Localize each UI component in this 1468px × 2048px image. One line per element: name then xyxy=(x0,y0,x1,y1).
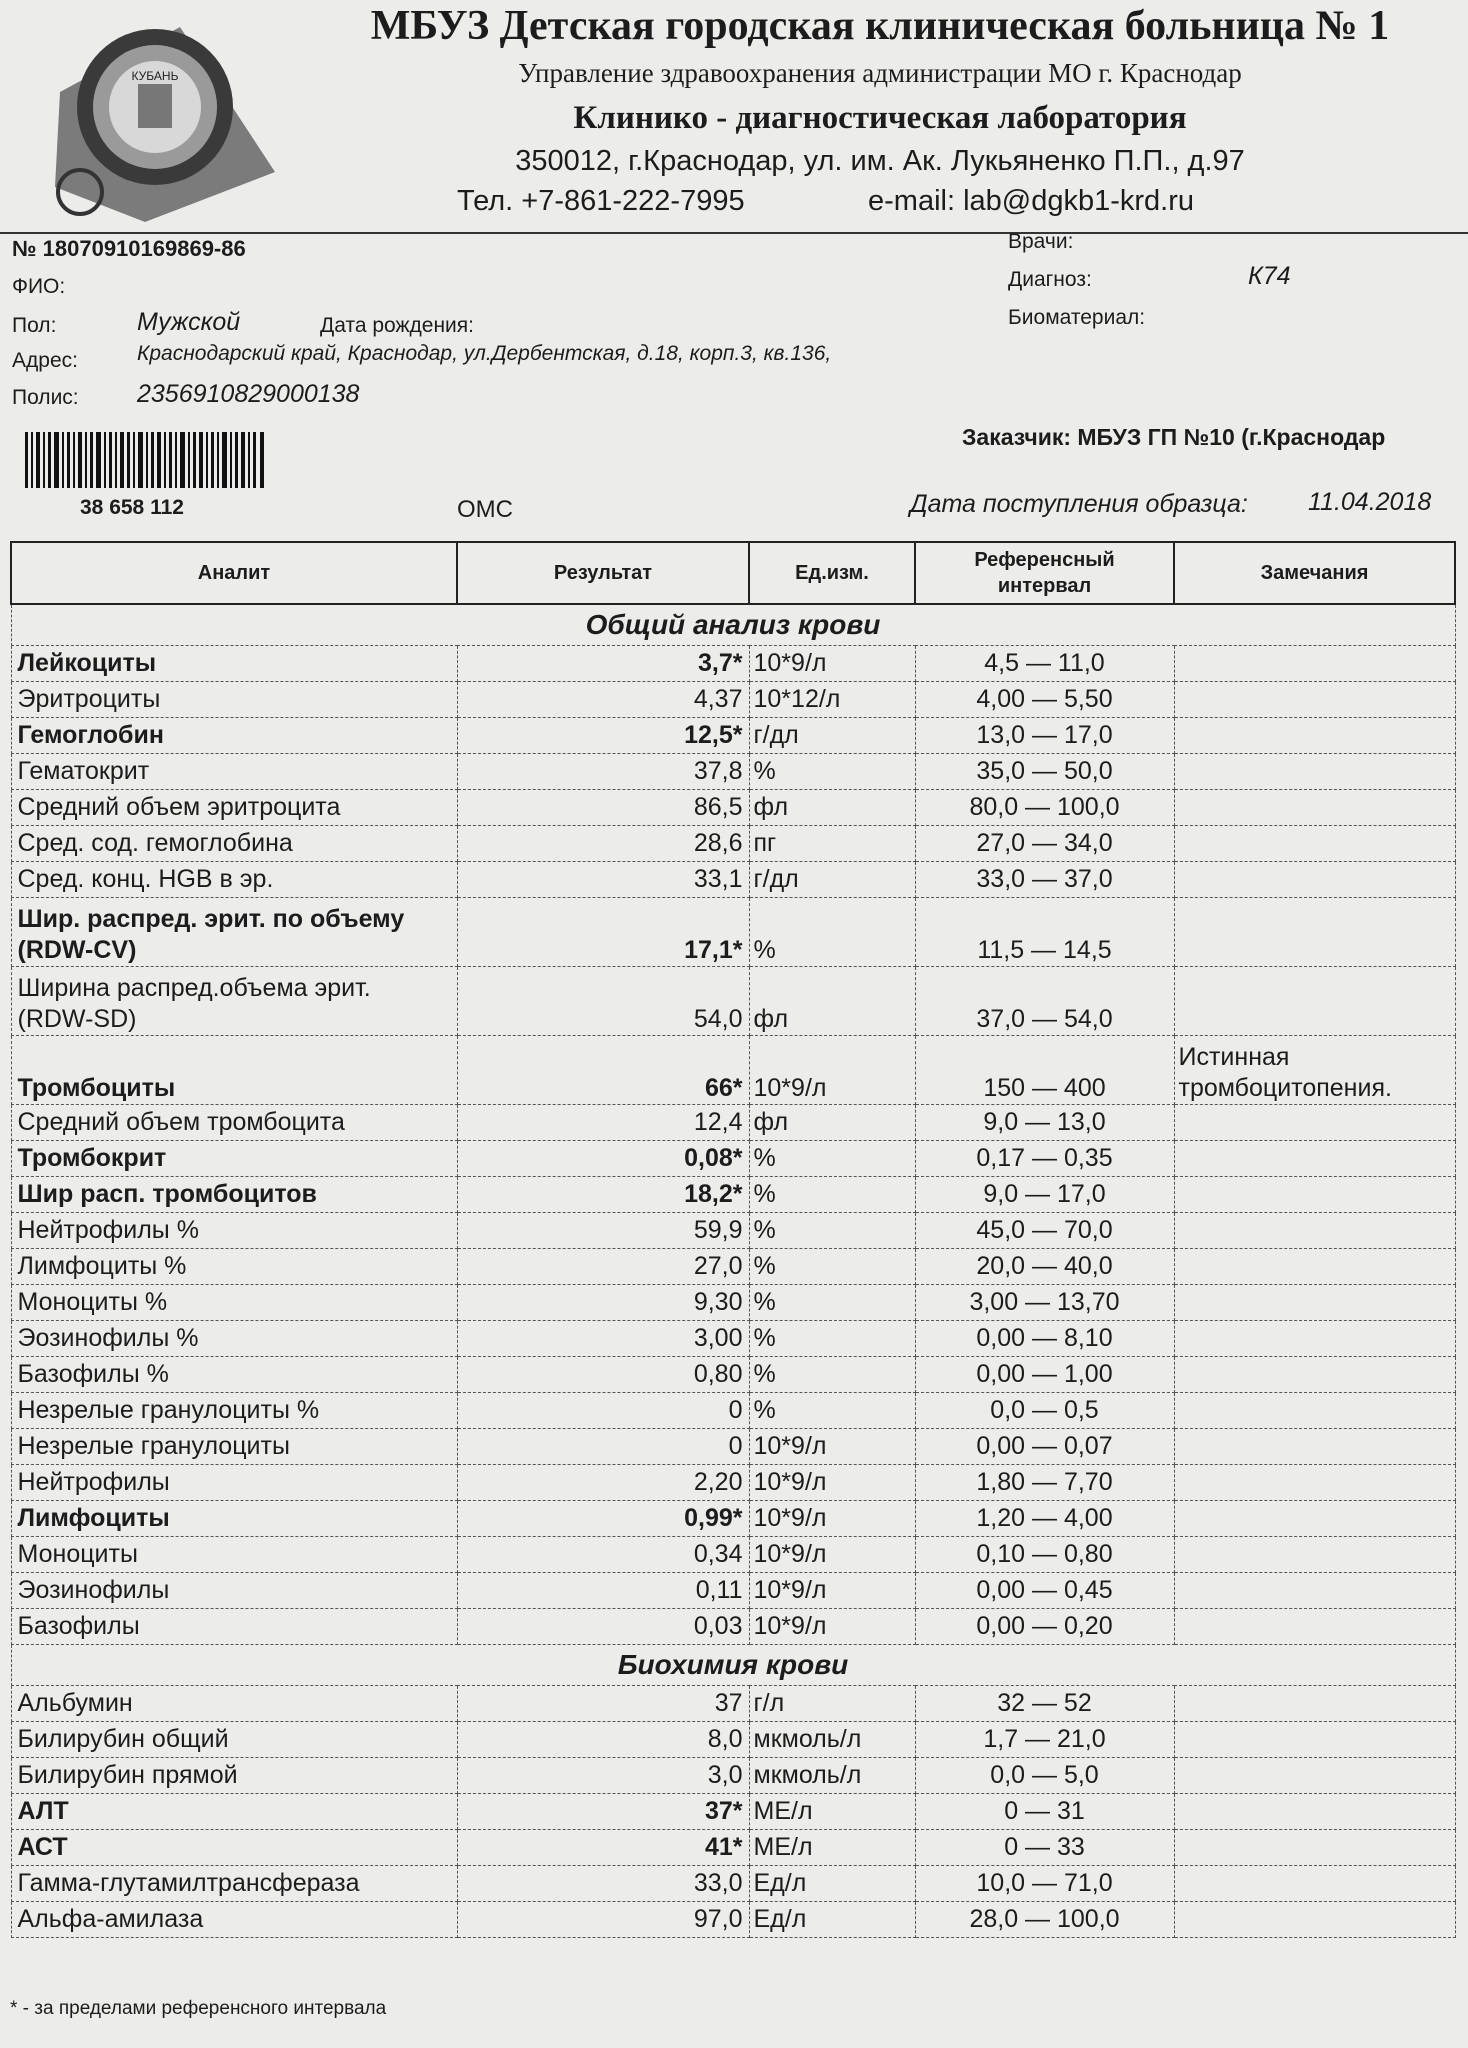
table-row xyxy=(11,862,1455,898)
unit-cell: Ед/л xyxy=(749,1866,915,1902)
remarks-cell xyxy=(1174,1105,1455,1141)
unit-cell: 10*9/л xyxy=(749,1573,915,1609)
biomaterial-label: Биоматериал: xyxy=(1008,306,1146,329)
remarks-cell xyxy=(1174,1213,1455,1249)
hospital-title: МБУЗ Детская городская клиническая больница № 1 xyxy=(370,3,1390,49)
sex-label: Пол: xyxy=(12,314,57,337)
unit-cell: % xyxy=(749,1393,915,1429)
lab-address: 350012, г.Краснодар, ул. им. Ак. Лукьяненко П.П., д.97 xyxy=(515,145,1245,177)
unit-cell: Ед/л xyxy=(749,1902,915,1938)
reference-cell: 0,00 — 1,00 xyxy=(915,1357,1174,1393)
table-row xyxy=(11,1722,1455,1758)
barcode xyxy=(25,432,265,488)
reference-cell: 0,0 — 5,0 xyxy=(915,1758,1174,1794)
remarks-cell xyxy=(1174,826,1455,862)
result-cell: 37,8 xyxy=(457,754,749,790)
analyte-cell: Лейкоциты xyxy=(11,646,457,682)
unit-cell: мкмоль/л xyxy=(749,1722,915,1758)
remarks-cell: Истинная тромбоцитопения. xyxy=(1174,1036,1455,1105)
reference-cell: 9,0 — 17,0 xyxy=(915,1177,1174,1213)
diagnosis-label: Диагноз: xyxy=(1008,268,1092,291)
unit-cell: % xyxy=(749,1213,915,1249)
analyte-cell: Билирубин прямой xyxy=(11,1758,457,1794)
analyte-cell: Нейтрофилы xyxy=(11,1465,457,1501)
table-row xyxy=(11,1321,1455,1357)
result-cell: 97,0 xyxy=(457,1902,749,1938)
reference-cell: 10,0 — 71,0 xyxy=(915,1866,1174,1902)
result-cell: 66* xyxy=(457,1036,749,1105)
remarks-cell xyxy=(1174,862,1455,898)
table-row xyxy=(11,790,1455,826)
analyte-cell: Шир расп. тромбоцитов xyxy=(11,1177,457,1213)
analyte-cell: Моноциты % xyxy=(11,1285,457,1321)
analyte-cell: Лимфоциты xyxy=(11,1501,457,1537)
reference-cell: 0 — 31 xyxy=(915,1794,1174,1830)
result-cell: 37 xyxy=(457,1686,749,1722)
result-cell: 0,34 xyxy=(457,1537,749,1573)
reference-cell: 0,00 — 8,10 xyxy=(915,1321,1174,1357)
result-cell: 41* xyxy=(457,1830,749,1866)
result-cell: 3,0 xyxy=(457,1758,749,1794)
section-title: Общий анализ крови xyxy=(11,604,1455,646)
remarks-cell xyxy=(1174,1285,1455,1321)
sex-value: Мужской xyxy=(137,308,241,336)
remarks-cell xyxy=(1174,1902,1455,1938)
result-cell: 59,9 xyxy=(457,1213,749,1249)
analyte-cell: Эритроциты xyxy=(11,682,457,718)
remarks-cell xyxy=(1174,1866,1455,1902)
address-value: Краснодарский край, Краснодар, ул.Дербентская, д.18, корп.3, кв.136, xyxy=(137,342,832,365)
reference-cell: 27,0 — 34,0 xyxy=(915,826,1174,862)
analyte-cell: Гемоглобин xyxy=(11,718,457,754)
health-department: Управление здравоохранения администрации МО г. Краснодар xyxy=(518,58,1242,88)
reference-cell: 0,17 — 0,35 xyxy=(915,1141,1174,1177)
address-label: Адрес: xyxy=(12,349,78,372)
policy-label: Полис: xyxy=(12,386,79,409)
analyte-cell: Моноциты xyxy=(11,1537,457,1573)
reference-cell: 32 — 52 xyxy=(915,1686,1174,1722)
remarks-cell xyxy=(1174,967,1455,1036)
reference-cell: 0 — 33 xyxy=(915,1830,1174,1866)
table-row xyxy=(11,682,1455,718)
result-cell: 2,20 xyxy=(457,1465,749,1501)
remarks-cell xyxy=(1174,1722,1455,1758)
table-row xyxy=(11,1573,1455,1609)
reference-cell: 0,00 — 0,07 xyxy=(915,1429,1174,1465)
reference-cell: 37,0 — 54,0 xyxy=(915,967,1174,1036)
unit-cell: МЕ/л xyxy=(749,1794,915,1830)
table-row xyxy=(11,1393,1455,1429)
remarks-cell xyxy=(1174,790,1455,826)
analyte-cell: АЛТ xyxy=(11,1794,457,1830)
header-divider xyxy=(0,232,1468,234)
analyte-cell: Альбумин xyxy=(11,1686,457,1722)
table-row xyxy=(11,718,1455,754)
table-row xyxy=(11,1537,1455,1573)
remarks-cell xyxy=(1174,1141,1455,1177)
result-cell: 33,1 xyxy=(457,862,749,898)
reference-cell: 150 — 400 xyxy=(915,1036,1174,1105)
reference-cell: 0,00 — 0,20 xyxy=(915,1609,1174,1645)
doctors-label: Врачи: xyxy=(1008,230,1074,253)
result-cell: 0,11 xyxy=(457,1573,749,1609)
table-row xyxy=(11,1830,1455,1866)
result-cell: 54,0 xyxy=(457,967,749,1036)
analyte-cell: Нейтрофилы % xyxy=(11,1213,457,1249)
table-row xyxy=(11,1465,1455,1501)
remarks-cell xyxy=(1174,1830,1455,1866)
header-result: Результат xyxy=(457,542,749,604)
result-cell: 0,03 xyxy=(457,1609,749,1645)
result-cell: 12,4 xyxy=(457,1105,749,1141)
policy-value: 2356910829000138 xyxy=(137,380,360,408)
analyte-cell: Сред. сод. гемоглобина xyxy=(11,826,457,862)
remarks-cell xyxy=(1174,1501,1455,1537)
result-cell: 86,5 xyxy=(457,790,749,826)
unit-cell: % xyxy=(749,1357,915,1393)
remarks-cell xyxy=(1174,1429,1455,1465)
unit-cell: 10*9/л xyxy=(749,1501,915,1537)
table-row xyxy=(11,1866,1455,1902)
unit-cell: % xyxy=(749,1249,915,1285)
analyte-cell: Гамма-глутамилтрансфераза xyxy=(11,1866,457,1902)
section-row xyxy=(11,604,1455,646)
remarks-cell xyxy=(1174,1609,1455,1645)
section-row xyxy=(11,1645,1455,1686)
table-row xyxy=(11,1686,1455,1722)
unit-cell: фл xyxy=(749,967,915,1036)
hospital-logo xyxy=(50,22,280,227)
diagnosis-value: К74 xyxy=(1248,262,1291,290)
reference-cell: 4,00 — 5,50 xyxy=(915,682,1174,718)
table-row xyxy=(11,1105,1455,1141)
reference-cell: 4,5 — 11,0 xyxy=(915,646,1174,682)
header-analyte: Аналит xyxy=(11,542,457,604)
remarks-cell xyxy=(1174,682,1455,718)
reference-cell: 0,10 — 0,80 xyxy=(915,1537,1174,1573)
reference-cell: 1,20 — 4,00 xyxy=(915,1501,1174,1537)
result-cell: 0 xyxy=(457,1429,749,1465)
analyte-cell: Незрелые гранулоциты % xyxy=(11,1393,457,1429)
reference-cell: 9,0 — 13,0 xyxy=(915,1105,1174,1141)
analyte-cell: АСТ xyxy=(11,1830,457,1866)
result-cell: 3,7* xyxy=(457,646,749,682)
unit-cell: мкмоль/л xyxy=(749,1758,915,1794)
table-row xyxy=(11,1213,1455,1249)
table-row xyxy=(11,1609,1455,1645)
result-cell: 0 xyxy=(457,1393,749,1429)
remarks-cell xyxy=(1174,1465,1455,1501)
unit-cell: фл xyxy=(749,790,915,826)
unit-cell: 10*12/л xyxy=(749,682,915,718)
remarks-cell xyxy=(1174,718,1455,754)
result-cell: 0,99* xyxy=(457,1501,749,1537)
table-row xyxy=(11,1357,1455,1393)
reference-cell: 20,0 — 40,0 xyxy=(915,1249,1174,1285)
fio-label: ФИО: xyxy=(12,275,66,298)
dob-label: Дата рождения: xyxy=(320,314,474,337)
table-row xyxy=(11,967,1455,1036)
table-row xyxy=(11,1036,1455,1105)
remarks-cell xyxy=(1174,1249,1455,1285)
lab-name: Клинико - диагностическая лаборатория xyxy=(573,100,1187,136)
analyte-cell: Ширина распред.объема эрит. (RDW-SD) xyxy=(11,967,457,1036)
unit-cell: % xyxy=(749,1177,915,1213)
reference-cell: 28,0 — 100,0 xyxy=(915,1902,1174,1938)
unit-cell: 10*9/л xyxy=(749,1036,915,1105)
table-row xyxy=(11,826,1455,862)
lab-email: e-mail: lab@dgkb1-krd.ru xyxy=(868,185,1195,217)
footnote: * - за пределами референсного интервала xyxy=(10,1998,387,2019)
results-table xyxy=(10,541,1456,1938)
unit-cell: % xyxy=(749,754,915,790)
result-cell: 28,6 xyxy=(457,826,749,862)
reference-cell: 80,0 — 100,0 xyxy=(915,790,1174,826)
remarks-cell xyxy=(1174,1321,1455,1357)
result-cell: 8,0 xyxy=(457,1722,749,1758)
analyte-cell: Средний объем тромбоцита xyxy=(11,1105,457,1141)
analyte-cell: Билирубин общий xyxy=(11,1722,457,1758)
remarks-cell xyxy=(1174,898,1455,967)
analyte-cell: Средний объем эритроцита xyxy=(11,790,457,826)
table-row xyxy=(11,1758,1455,1794)
reference-cell: 35,0 — 50,0 xyxy=(915,754,1174,790)
unit-cell: г/л xyxy=(749,1686,915,1722)
unit-cell: % xyxy=(749,898,915,967)
date-label: Дата поступления образца: xyxy=(910,490,1248,518)
remarks-cell xyxy=(1174,1357,1455,1393)
table-header-row xyxy=(11,542,1455,604)
result-cell: 33,0 xyxy=(457,1866,749,1902)
analyte-cell: Незрелые гранулоциты xyxy=(11,1429,457,1465)
unit-cell: г/дл xyxy=(749,718,915,754)
table-row xyxy=(11,1429,1455,1465)
reference-cell: 45,0 — 70,0 xyxy=(915,1213,1174,1249)
lab-phone: Тел. +7-861-222-7995 xyxy=(457,185,745,217)
remarks-cell xyxy=(1174,1686,1455,1722)
unit-cell: % xyxy=(749,1141,915,1177)
result-cell: 0,08* xyxy=(457,1141,749,1177)
table-row xyxy=(11,1902,1455,1938)
reference-cell: 1,80 — 7,70 xyxy=(915,1465,1174,1501)
order-number: № 18070910169869-86 xyxy=(12,236,246,261)
result-cell: 4,37 xyxy=(457,682,749,718)
analyte-cell: Эозинофилы xyxy=(11,1573,457,1609)
table-row xyxy=(11,898,1455,967)
unit-cell: МЕ/л xyxy=(749,1830,915,1866)
reference-cell: 13,0 — 17,0 xyxy=(915,718,1174,754)
section-title: Биохимия крови xyxy=(11,1645,1455,1686)
analyte-cell: Сред. конц. HGB в эр. xyxy=(11,862,457,898)
barcode-number: 38 658 112 xyxy=(80,496,184,519)
payment-type: ОМС xyxy=(457,496,513,523)
analyte-cell: Гематокрит xyxy=(11,754,457,790)
result-cell: 9,30 xyxy=(457,1285,749,1321)
table-body xyxy=(11,604,1455,1938)
unit-cell: 10*9/л xyxy=(749,1465,915,1501)
table-row xyxy=(11,1141,1455,1177)
analyte-cell: Альфа-амилаза xyxy=(11,1902,457,1938)
result-cell: 18,2* xyxy=(457,1177,749,1213)
reference-cell: 1,7 — 21,0 xyxy=(915,1722,1174,1758)
table-row xyxy=(11,1501,1455,1537)
analyte-cell: Базофилы xyxy=(11,1609,457,1645)
result-cell: 17,1* xyxy=(457,898,749,967)
result-cell: 12,5* xyxy=(457,718,749,754)
analyte-cell: Лимфоциты % xyxy=(11,1249,457,1285)
header-remarks: Замечания xyxy=(1174,542,1455,604)
table-row xyxy=(11,1177,1455,1213)
analyte-cell: Тромбокрит xyxy=(11,1141,457,1177)
unit-cell: г/дл xyxy=(749,862,915,898)
unit-cell: пг xyxy=(749,826,915,862)
unit-cell: 10*9/л xyxy=(749,1537,915,1573)
result-cell: 37* xyxy=(457,1794,749,1830)
unit-cell: % xyxy=(749,1321,915,1357)
reference-cell: 11,5 — 14,5 xyxy=(915,898,1174,967)
reference-cell: 0,00 — 0,45 xyxy=(915,1573,1174,1609)
table-row xyxy=(11,754,1455,790)
result-cell: 3,00 xyxy=(457,1321,749,1357)
result-cell: 27,0 xyxy=(457,1249,749,1285)
remarks-cell xyxy=(1174,646,1455,682)
reference-cell: 3,00 — 13,70 xyxy=(915,1285,1174,1321)
reference-cell: 33,0 — 37,0 xyxy=(915,862,1174,898)
customer: Заказчик: МБУЗ ГП №10 (г.Краснодар xyxy=(962,424,1386,450)
remarks-cell xyxy=(1174,1177,1455,1213)
remarks-cell xyxy=(1174,1393,1455,1429)
remarks-cell xyxy=(1174,1537,1455,1573)
header-reference: Референсный интервал xyxy=(915,542,1174,604)
table-row xyxy=(11,1249,1455,1285)
unit-cell: 10*9/л xyxy=(749,1609,915,1645)
remarks-cell xyxy=(1174,1758,1455,1794)
date-value: 11.04.2018 xyxy=(1308,488,1432,516)
unit-cell: 10*9/л xyxy=(749,646,915,682)
analyte-cell: Тромбоциты xyxy=(11,1036,457,1105)
header-unit: Ед.изм. xyxy=(749,542,915,604)
unit-cell: % xyxy=(749,1285,915,1321)
table-row xyxy=(11,646,1455,682)
reference-cell: 0,0 — 0,5 xyxy=(915,1393,1174,1429)
unit-cell: фл xyxy=(749,1105,915,1141)
remarks-cell xyxy=(1174,1794,1455,1830)
logo-text: КУБАНЬ xyxy=(131,69,179,83)
table-row xyxy=(11,1794,1455,1830)
result-cell: 0,80 xyxy=(457,1357,749,1393)
remarks-cell xyxy=(1174,754,1455,790)
unit-cell: 10*9/л xyxy=(749,1429,915,1465)
table-row xyxy=(11,1285,1455,1321)
analyte-cell: Шир. распред. эрит. по объему (RDW-CV) xyxy=(11,898,457,967)
remarks-cell xyxy=(1174,1573,1455,1609)
analyte-cell: Базофилы % xyxy=(11,1357,457,1393)
analyte-cell: Эозинофилы % xyxy=(11,1321,457,1357)
